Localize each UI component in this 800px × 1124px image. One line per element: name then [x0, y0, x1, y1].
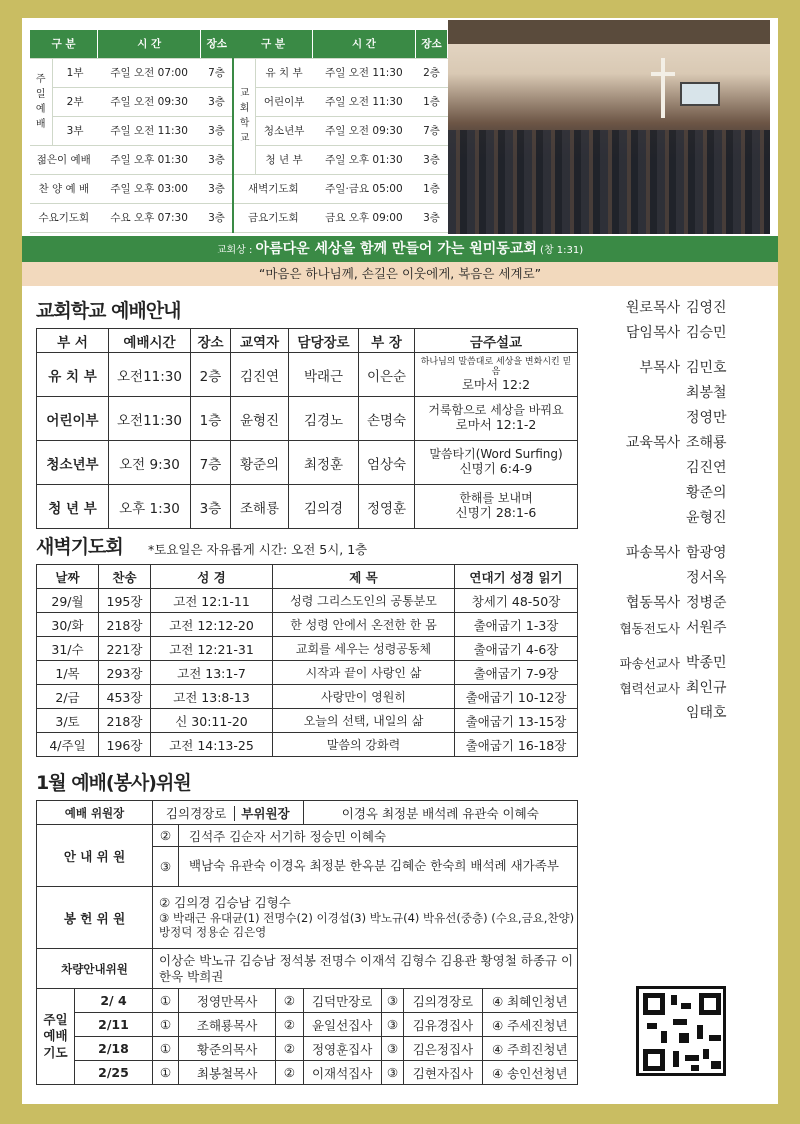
staff-role: 협동전도사: [619, 621, 680, 636]
staff-name: 정서옥: [686, 570, 727, 586]
col-subject: 제 목: [273, 565, 455, 589]
dawn-hymn: 453장: [99, 685, 151, 709]
mark: ④: [491, 1017, 504, 1033]
dawn-reading: 출애굽기 1-3장: [455, 613, 578, 637]
chair-cell: [153, 801, 304, 825]
mark: ③: [381, 989, 404, 1013]
mark: ②: [276, 1061, 303, 1085]
staff-role: [602, 406, 686, 431]
mark: ③: [381, 1061, 404, 1085]
sermon-text: 신명기 6:4-9: [459, 461, 533, 477]
staff-row: [602, 566, 772, 591]
dawn-row: [37, 733, 578, 757]
schedule-room: 3층: [201, 116, 234, 145]
staff-row: [602, 356, 772, 381]
prayer-date: 2/18: [75, 1037, 153, 1061]
committee-table: [36, 800, 578, 1085]
col-dept: 부 서: [37, 329, 109, 353]
staff-name: 박종민: [686, 655, 727, 671]
mark: ③: [381, 1037, 404, 1061]
school-elder: 최정훈: [289, 441, 359, 485]
dawn-hymn: 218장: [99, 709, 151, 733]
schedule-name: 찬 양 예 배: [30, 174, 98, 203]
car-names: 이상순 박노규 김승남 정석봉 전명수 이재석 김형수 김용관 황영철 하종규 이한욱 박희권: [153, 949, 578, 989]
staff-row: [602, 506, 772, 531]
prayer-leader: 정영훈집사: [303, 1037, 381, 1061]
dawn-row: [37, 589, 578, 613]
staff-role: [602, 381, 686, 406]
staff-name: 정영만: [686, 410, 727, 426]
staff-name: 임태호: [686, 705, 727, 721]
staff-row: [602, 676, 772, 701]
staff-name: 윤형진: [686, 510, 727, 526]
staff-name: 서원주: [686, 620, 727, 636]
dawn-row: [37, 685, 578, 709]
school-dept: 청소년부: [37, 441, 109, 485]
prayer-leader: 김의경장로: [404, 989, 482, 1013]
offering-names-3: ③ 박래근 유대균(1) 전명수(2) 이경섭(3) 박노규(4) 박유선(중층) (수요,금요,찬양) 방정덕 정용순 김은영: [159, 910, 575, 940]
staff-row: [602, 541, 772, 566]
prayer-leader: 이재석집사: [303, 1061, 381, 1085]
staff-row: [602, 296, 772, 321]
dawn-subject: 성령 그리스도인의 공통분모: [273, 589, 455, 613]
cross-bar: [651, 72, 675, 76]
sermon-text: 신명기 28:1-6: [455, 505, 537, 521]
dawn-date: 29/월: [37, 589, 99, 613]
offering-names-2: ② 김의경 김승남 김형수: [159, 895, 291, 911]
congregation: [448, 130, 770, 234]
dawn-hymn: 293장: [99, 661, 151, 685]
dawn-row: [37, 613, 578, 637]
staff-row: [602, 456, 772, 481]
sermon-title: 하나님의 말씀대로 세상을 변화시킨 믿음: [420, 356, 572, 378]
school-sermon: [415, 397, 578, 441]
staff-row: [602, 481, 772, 506]
sermon-title: 말씀타기(Word Surfing): [429, 447, 563, 462]
col-elder: 담당장로: [289, 329, 359, 353]
prayer-leader: 김유경집사: [404, 1013, 482, 1037]
mark: ②: [276, 989, 303, 1013]
staff-row: [602, 651, 772, 676]
dawn-hymn: 218장: [99, 613, 151, 637]
dawn-hymn: 221장: [99, 637, 151, 661]
projection-screen: [680, 82, 720, 106]
staff-role: 원로목사: [625, 300, 680, 316]
schedule-name: 1부: [52, 58, 98, 87]
sanctuary-photo: [448, 20, 770, 234]
schedule-row: [30, 58, 448, 87]
dawn-scripture: 고전 12:21-31: [151, 637, 273, 661]
school-time: 오전11:30: [109, 397, 191, 441]
prayer-leader: 최혜인청년: [507, 993, 568, 1009]
school-room: 1층: [191, 397, 231, 441]
dawn-scripture: 고전 13:1-7: [151, 661, 273, 685]
prayer-row: [37, 1013, 578, 1037]
staff-row: [602, 701, 772, 726]
school-pastor: 조해룡: [231, 485, 289, 529]
prayer-leader: 윤일선집사: [303, 1013, 381, 1037]
dawn-date: 2/금: [37, 685, 99, 709]
schedule-time: 주일 오전 07:00: [98, 58, 201, 87]
staff-name: 조해룡: [686, 435, 727, 451]
school-time: 오전 9:30: [109, 441, 191, 485]
car-row: [37, 949, 578, 989]
prayer-leader-4: [482, 1061, 577, 1085]
dawn-subject: 말씀의 강화력: [273, 733, 455, 757]
dawn-hymn: 196장: [99, 733, 151, 757]
schedule-time: 주일 오전 11:30: [312, 87, 415, 116]
col-time: 예배시간: [109, 329, 191, 353]
schedule-room: 3층: [201, 174, 234, 203]
motto-text: 아름다운 세상을 함께 만들어 가는 원미동교회: [255, 241, 537, 257]
school-pastor: 김진연: [231, 353, 289, 397]
dawn-reading: 출애굽기 7-9장: [455, 661, 578, 685]
dawn-subject: 한 성령 안에서 온전한 한 몸: [273, 613, 455, 637]
sermon-text: 로마서 12:2: [461, 376, 531, 392]
school-elder: 김경노: [289, 397, 359, 441]
col-time: 시 간: [98, 30, 201, 58]
dawn-subject: 교회를 세우는 성령공동체: [273, 637, 455, 661]
schedule-time: 주일 오후 03:00: [98, 174, 201, 203]
school-head: 이은순: [359, 353, 415, 397]
school-dept: 청 년 부: [37, 485, 109, 529]
school-row: [37, 397, 578, 441]
staff-role: [602, 701, 686, 726]
dawn-row: [37, 637, 578, 661]
vice-names: 이경옥 최정분 배석례 유관숙 이혜숙: [303, 801, 577, 825]
staff-role: 협력선교사: [619, 681, 680, 696]
school-table: [36, 328, 578, 529]
sermon-title: 거룩함으로 세상을 바꿔요: [428, 403, 564, 418]
dawn-row: [37, 709, 578, 733]
church-motto: [22, 236, 778, 262]
school-room: 7층: [191, 441, 231, 485]
school-time: 오후 1:30: [109, 485, 191, 529]
usher-names-2: 김석주 김순자 서기하 정승민 이혜숙: [179, 825, 578, 847]
schedule-room: 3층: [201, 203, 234, 232]
dawn-subject: 시작과 끝이 사랑인 삶: [273, 661, 455, 685]
school-pastor: 윤형진: [231, 397, 289, 441]
dawn-scripture: 고전 14:13-25: [151, 733, 273, 757]
staff-role: [602, 506, 686, 531]
staff-row: [602, 431, 772, 456]
school-elder: 김의경: [289, 485, 359, 529]
staff-role: 파송목사: [625, 545, 680, 561]
mark: ①: [153, 1013, 179, 1037]
dawn-reading: 출애굽기 4-6장: [455, 637, 578, 661]
prayer-leader-4: [482, 989, 577, 1013]
prayer-date: 2/25: [75, 1061, 153, 1085]
offering-label: 봉 헌 위 원: [37, 887, 153, 949]
prayer-row: [37, 1037, 578, 1061]
sunday-worship-group: 주일예배: [30, 58, 52, 145]
staff-row: [602, 406, 772, 431]
schedule-room: 1층: [415, 87, 447, 116]
prayer-date: 2/11: [75, 1013, 153, 1037]
schedule-room: 7층: [201, 58, 234, 87]
schedule-name: 2부: [52, 87, 98, 116]
mark: ①: [153, 989, 179, 1013]
prayer-leader: 김덕만장로: [303, 989, 381, 1013]
prayer-row: [37, 989, 578, 1013]
col-sermon: 금주설교: [415, 329, 578, 353]
dawn-date: 30/화: [37, 613, 99, 637]
staff-role: 부목사: [639, 360, 680, 376]
col-room: 장소: [191, 329, 231, 353]
school-head: 정영훈: [359, 485, 415, 529]
dawn-scripture: 신 30:11-20: [151, 709, 273, 733]
prayer-row: [37, 1061, 578, 1085]
dawn-reading: 출애굽기 10-12장: [455, 685, 578, 709]
prayer-leader-4: [482, 1013, 577, 1037]
usher-mark-3: ③: [153, 847, 179, 887]
staff-role: 담임목사: [625, 325, 680, 341]
schedule-name: 청 년 부: [255, 145, 312, 174]
school-sermon: [415, 441, 578, 485]
schedule-room: 3층: [415, 145, 447, 174]
mark: ③: [381, 1013, 404, 1037]
school-head: 손명숙: [359, 397, 415, 441]
motto-prefix: 교회상 :: [216, 245, 256, 256]
school-row: [37, 353, 578, 397]
schedule-time: 수요 오후 07:30: [98, 203, 201, 232]
school-dept: 유 치 부: [37, 353, 109, 397]
dawn-table: [36, 564, 578, 757]
schedule-time: 주일 오전 11:30: [312, 58, 415, 87]
schedule-time: 주일·금요 05:00: [312, 174, 415, 203]
schedule-room: 3층: [201, 145, 234, 174]
staff-name: 황준의: [686, 485, 727, 501]
prayer-leader: 황준의목사: [179, 1037, 276, 1061]
col-room: 장소: [201, 30, 234, 58]
qr-code-icon[interactable]: [636, 986, 726, 1076]
staff-name: 김민호: [686, 360, 727, 376]
schedule-time: 주일 오후 01:30: [98, 145, 201, 174]
staff-name: 김영진: [686, 300, 727, 316]
dawn-reading: 출애굽기 16-18장: [455, 733, 578, 757]
schedule-header-row: [30, 30, 448, 58]
dawn-scripture: 고전 13:8-13: [151, 685, 273, 709]
worship-schedule-table: [30, 30, 448, 233]
schedule-time: 주일 오전 09:30: [312, 116, 415, 145]
staff-role: [602, 456, 686, 481]
usher-mark-2: ②: [153, 825, 179, 847]
mark: ④: [491, 993, 504, 1009]
staff-name: 김진연: [686, 460, 727, 476]
dawn-scripture: 고전 12:12-20: [151, 613, 273, 637]
prayer-leader: 김현자집사: [404, 1061, 482, 1085]
col-pastor: 교역자: [231, 329, 289, 353]
dawn-reading: 출애굽기 13-15장: [455, 709, 578, 733]
photo-ceiling: [448, 20, 770, 44]
staff-name: 최인규: [686, 680, 727, 696]
school-title: 교회학교 예배안내: [36, 300, 181, 322]
schedule-name: 새벽기도회: [233, 174, 312, 203]
dawn-date: 1/목: [37, 661, 99, 685]
usher-names-3: 백남숙 유관숙 이경옥 최정분 한옥분 김혜순 한숙희 배석례 새가족부: [179, 847, 578, 887]
vice-label: 부위원장: [234, 806, 289, 821]
schedule-name: 어린이부: [255, 87, 312, 116]
dawn-reading: 창세기 48-50장: [455, 589, 578, 613]
schedule-name: 수요기도회: [30, 203, 98, 232]
staff-role: 협동목사: [625, 595, 680, 611]
mark: ②: [276, 1013, 303, 1037]
col-hymn: 찬송: [99, 565, 151, 589]
chair-label: 예배 위원장: [37, 801, 153, 825]
staff-row: [602, 321, 772, 346]
dawn-date: 4/주일: [37, 733, 99, 757]
mark: ①: [153, 1061, 179, 1085]
chair-name: 김의경장로: [165, 805, 227, 821]
offering-cell: [153, 887, 578, 949]
school-elder: 박래근: [289, 353, 359, 397]
schedule-time: 금요 오후 09:00: [312, 203, 415, 232]
dawn-date: 31/수: [37, 637, 99, 661]
committee-title: 1월 예배(봉사)위원: [36, 772, 191, 794]
car-label: 차량안내위원: [37, 949, 153, 989]
prayer-leader: 조해룡목사: [179, 1013, 276, 1037]
staff-name: 김승민: [686, 325, 727, 341]
church-slogan: “마음은 하나님께, 손길은 이웃에게, 복음은 세계로”: [22, 262, 778, 286]
dawn-scripture: 고전 12:1-11: [151, 589, 273, 613]
col-division: 구 분: [30, 30, 98, 58]
usher-row: [37, 825, 578, 847]
staff-name: 함광영: [686, 545, 727, 561]
prayer-leader: 정영만목사: [179, 989, 276, 1013]
school-row: [37, 485, 578, 529]
prayer-leader: 김은정집사: [404, 1037, 482, 1061]
offering-row: [37, 887, 578, 949]
school-pastor: 황준의: [231, 441, 289, 485]
schedule-time: 주일 오후 01:30: [312, 145, 415, 174]
sermon-text: 로마서 12:1-2: [455, 417, 537, 433]
prayer-leader-4: [482, 1037, 577, 1061]
chair-row: [37, 801, 578, 825]
schedule-room: 1층: [415, 174, 447, 203]
col-room-2: 장소: [415, 30, 447, 58]
dawn-hymn: 195장: [99, 589, 151, 613]
dawn-header-row: [37, 565, 578, 589]
schedule-name: 금요기도회: [233, 203, 312, 232]
prayer-leader: 주희진청년: [507, 1041, 568, 1057]
school-head: 엄상숙: [359, 441, 415, 485]
col-time-2: 시 간: [312, 30, 415, 58]
school-sermon: [415, 353, 578, 397]
schedule-name: 젊은이 예배: [30, 145, 98, 174]
col-reading: 연대기 성경 읽기: [455, 565, 578, 589]
schedule-time: 주일 오전 09:30: [98, 87, 201, 116]
usher-label: 안 내 위 원: [37, 825, 153, 887]
col-division-2: 구 분: [233, 30, 312, 58]
staff-name: 최봉철: [686, 385, 727, 401]
schedule-room: 3층: [415, 203, 447, 232]
staff-row: [602, 381, 772, 406]
schedule-time: 주일 오전 11:30: [98, 116, 201, 145]
dawn-row: [37, 661, 578, 685]
school-room: 2층: [191, 353, 231, 397]
mark: ②: [276, 1037, 303, 1061]
schedule-room: 2층: [415, 58, 447, 87]
school-sermon: [415, 485, 578, 529]
staff-role: 파송선교사: [619, 656, 680, 671]
col-date: 날짜: [37, 565, 99, 589]
motto-ref: (창 1:31): [536, 245, 584, 256]
church-school-group: 교회학교: [233, 58, 255, 174]
staff-row: [602, 591, 772, 616]
prayer-leader: 송인선청년: [507, 1065, 568, 1081]
mark: ④: [491, 1041, 504, 1057]
staff-role: [602, 566, 686, 591]
staff-list: [602, 296, 772, 726]
dawn-note: *토요일은 자유롭게 시간: 오전 5시, 1층: [148, 542, 368, 557]
prayer-leader: 최봉철목사: [179, 1061, 276, 1085]
dawn-subject: 오늘의 선택, 내일의 삶: [273, 709, 455, 733]
school-room: 3층: [191, 485, 231, 529]
schedule-row: [30, 174, 448, 203]
staff-row: [602, 616, 772, 641]
schedule-room: 7층: [415, 116, 447, 145]
cross-icon: [661, 58, 665, 118]
dawn-subject: 사랑만이 영원히: [273, 685, 455, 709]
mark: ①: [153, 1037, 179, 1061]
dawn-title: 새벽기도회: [36, 536, 123, 558]
school-dept: 어린이부: [37, 397, 109, 441]
school-row: [37, 441, 578, 485]
staff-name: 정병준: [686, 595, 727, 611]
schedule-row: [30, 203, 448, 232]
schedule-name: 청소년부: [255, 116, 312, 145]
sermon-title: 한해를 보내며: [459, 491, 533, 506]
schedule-name: 3부: [52, 116, 98, 145]
prayer-date: 2/ 4: [75, 989, 153, 1013]
dawn-date: 3/토: [37, 709, 99, 733]
school-header-row: [37, 329, 578, 353]
school-time: 오전11:30: [109, 353, 191, 397]
prayer-label: 주일 예배 기도: [37, 989, 75, 1085]
col-head: 부 장: [359, 329, 415, 353]
col-scripture: 성 경: [151, 565, 273, 589]
prayer-leader: 주세진청년: [507, 1017, 568, 1033]
staff-role: 교육목사: [625, 435, 680, 451]
mark: ④: [491, 1065, 504, 1081]
schedule-room: 3층: [201, 87, 234, 116]
schedule-name: 유 치 부: [255, 58, 312, 87]
staff-role: [602, 481, 686, 506]
